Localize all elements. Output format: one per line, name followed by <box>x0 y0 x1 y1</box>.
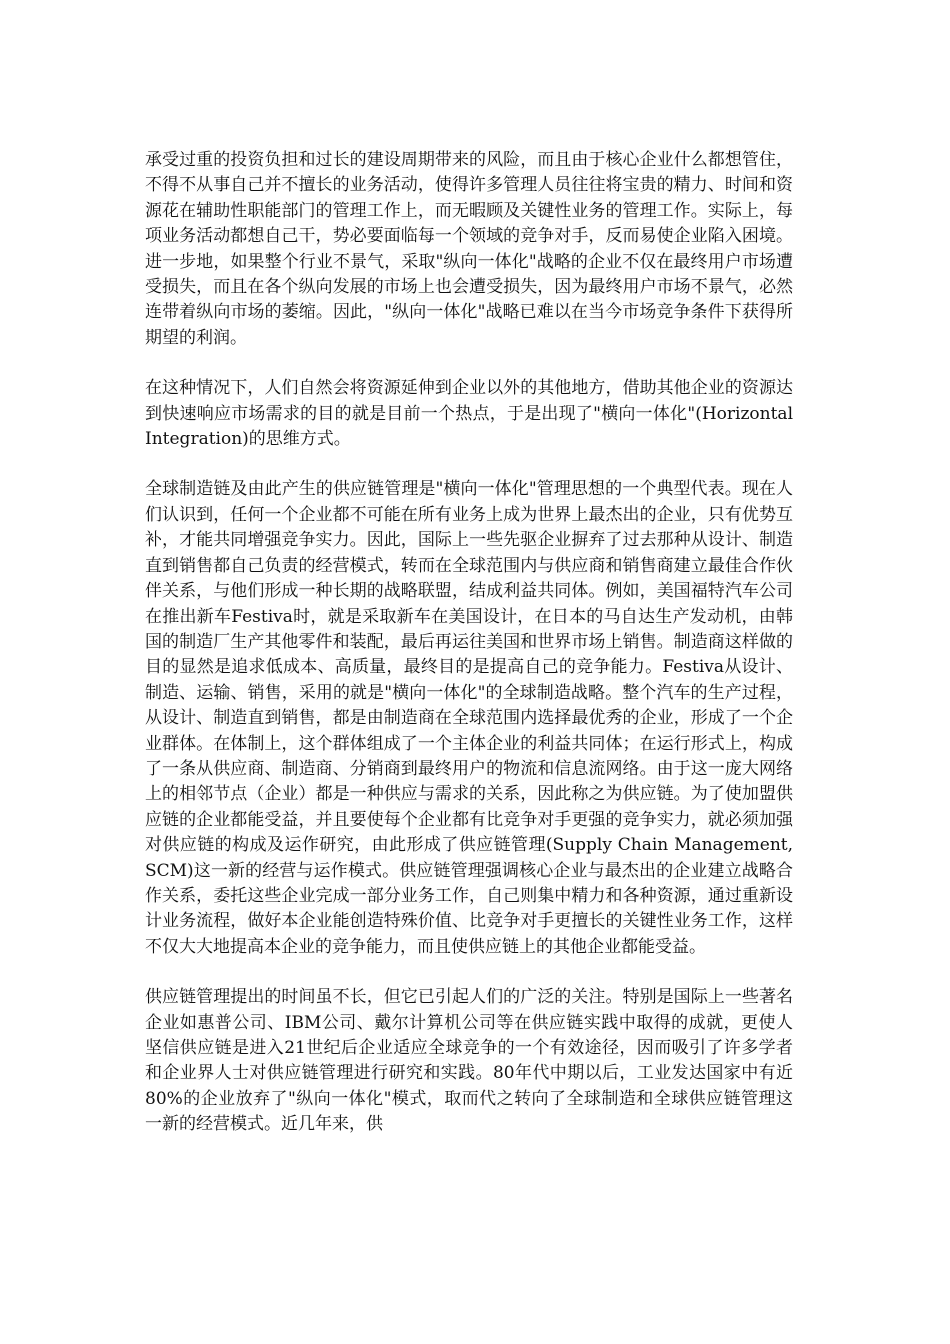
paragraph-supply-chain-attention: 供应链管理提出的时间虽不长，但它已引起人们的广泛的关注。特别是国际上一些著名企业如惠普公司、IBM公司、戴尔计算机公司等在供应链实践中取得的成就，更使人坚信供应链是进入21世纪后企业适应全球竞争的一个有效途径，因而吸引了许多学者和企业界人士对供应链管理进行研究和实践。80年代中期以后，工业发达国家中有近80%的企业放弃了"纵向一体化"模式，取而代之转向了全球制造和全球供应链管理这一新的经营模式。近几年来，供 <box>145 987 793 1135</box>
paragraph-global-manufacturing-chain: 全球制造链及由此产生的供应链管理是"横向一体化"管理思想的一个典型代表。现在人们认识到，任何一个企业都不可能在所有业务上成为世界上最杰出的企业，只有优势互补，才能共同增强竞争实力。因此，国际上一些先驱企业摒弃了过去那种从设计、制造直到销售都自己负责的经营模式，转而在全球范围内与供应商和销售商建立最佳合作伙伴关系，与他们形成一种长期的战略联盟，结成利益共同体。例如，美国福特汽车公司在推出新车Festiva时，就是采取新车在美国设计，在日本的马自达生产发动机，由韩国的制造厂生产其他零件和装配，最后再运往美国和世界市场上销售。制造商这样做的目的显然是追求低成本、高质量，最终目的是提高自己的竞争能力。Festiva从设计、制造、运输、销售，采用的就是"横向一体化"的全球制造战略。整个汽车的生产过程，从设计、制造直到销售，都是由制造商在全球范围内选择最优秀的企业，形成了一个企业群体。在体制上，这个群体组成了一个主体企业的利益共同体；在运行形式上，构成了一条从供应商、制造商、分销商到最终用户的物流和信息流网络。由于这一庞大网络上的相邻节点（企业）都是一种供应与需求的关系，因此称之为供应链。为了使加盟供应链的企业都能受益，并且要使每个企业都有比竞争对手更强的竞争实力，就必须加强对供应链的构成及运作研究，由此形成了供应链管理(Supply Chain Management, SCM)这一新的经营与运作模式。供应链管理强调核心企业与最杰出的企业建立战略合作关系，委托这些企业完成一部分业务工作，自己则集中精力和各种资源，通过重新设计业务流程，做好本企业能创造特殊价值、比竞争对手更擅长的关键性业务工作，这样不仅大大地提高本企业的竞争能力，而且使供应链上的其他企业都能受益。 <box>145 479 793 957</box>
document-body <box>145 148 793 1163</box>
paragraph-vertical-integration-risks: 承受过重的投资负担和过长的建设周期带来的风险，而且由于核心企业什么都想管住，不得不从事自己并不擅长的业务活动，使得许多管理人员往往将宝贵的精力、时间和资源花在辅助性职能部门的管理工作上，而无暇顾及关键性业务的管理工作。实际上，每项业务活动都想自己干，势必要面临每一个领域的竞争对手，反而易使企业陷入困境。进一步地，如果整个行业不景气，采取"纵向一体化"战略的企业不仅在最终用户市场遭受损失，而且在各个纵向发展的市场上也会遭受损失，因为最终用户市场不景气，必然连带着纵向市场的萎缩。因此，"纵向一体化"战略已难以在当今市场竞争条件下获得所期望的利润。 <box>145 150 793 348</box>
paragraph-horizontal-integration-intro: 在这种情况下，人们自然会将资源延伸到企业以外的其他地方，借助其他企业的资源达到快速响应市场需求的目的就是目前一个热点，于是出现了"横向一体化"(Horizontal Integration)的思维方式。 <box>145 378 793 450</box>
